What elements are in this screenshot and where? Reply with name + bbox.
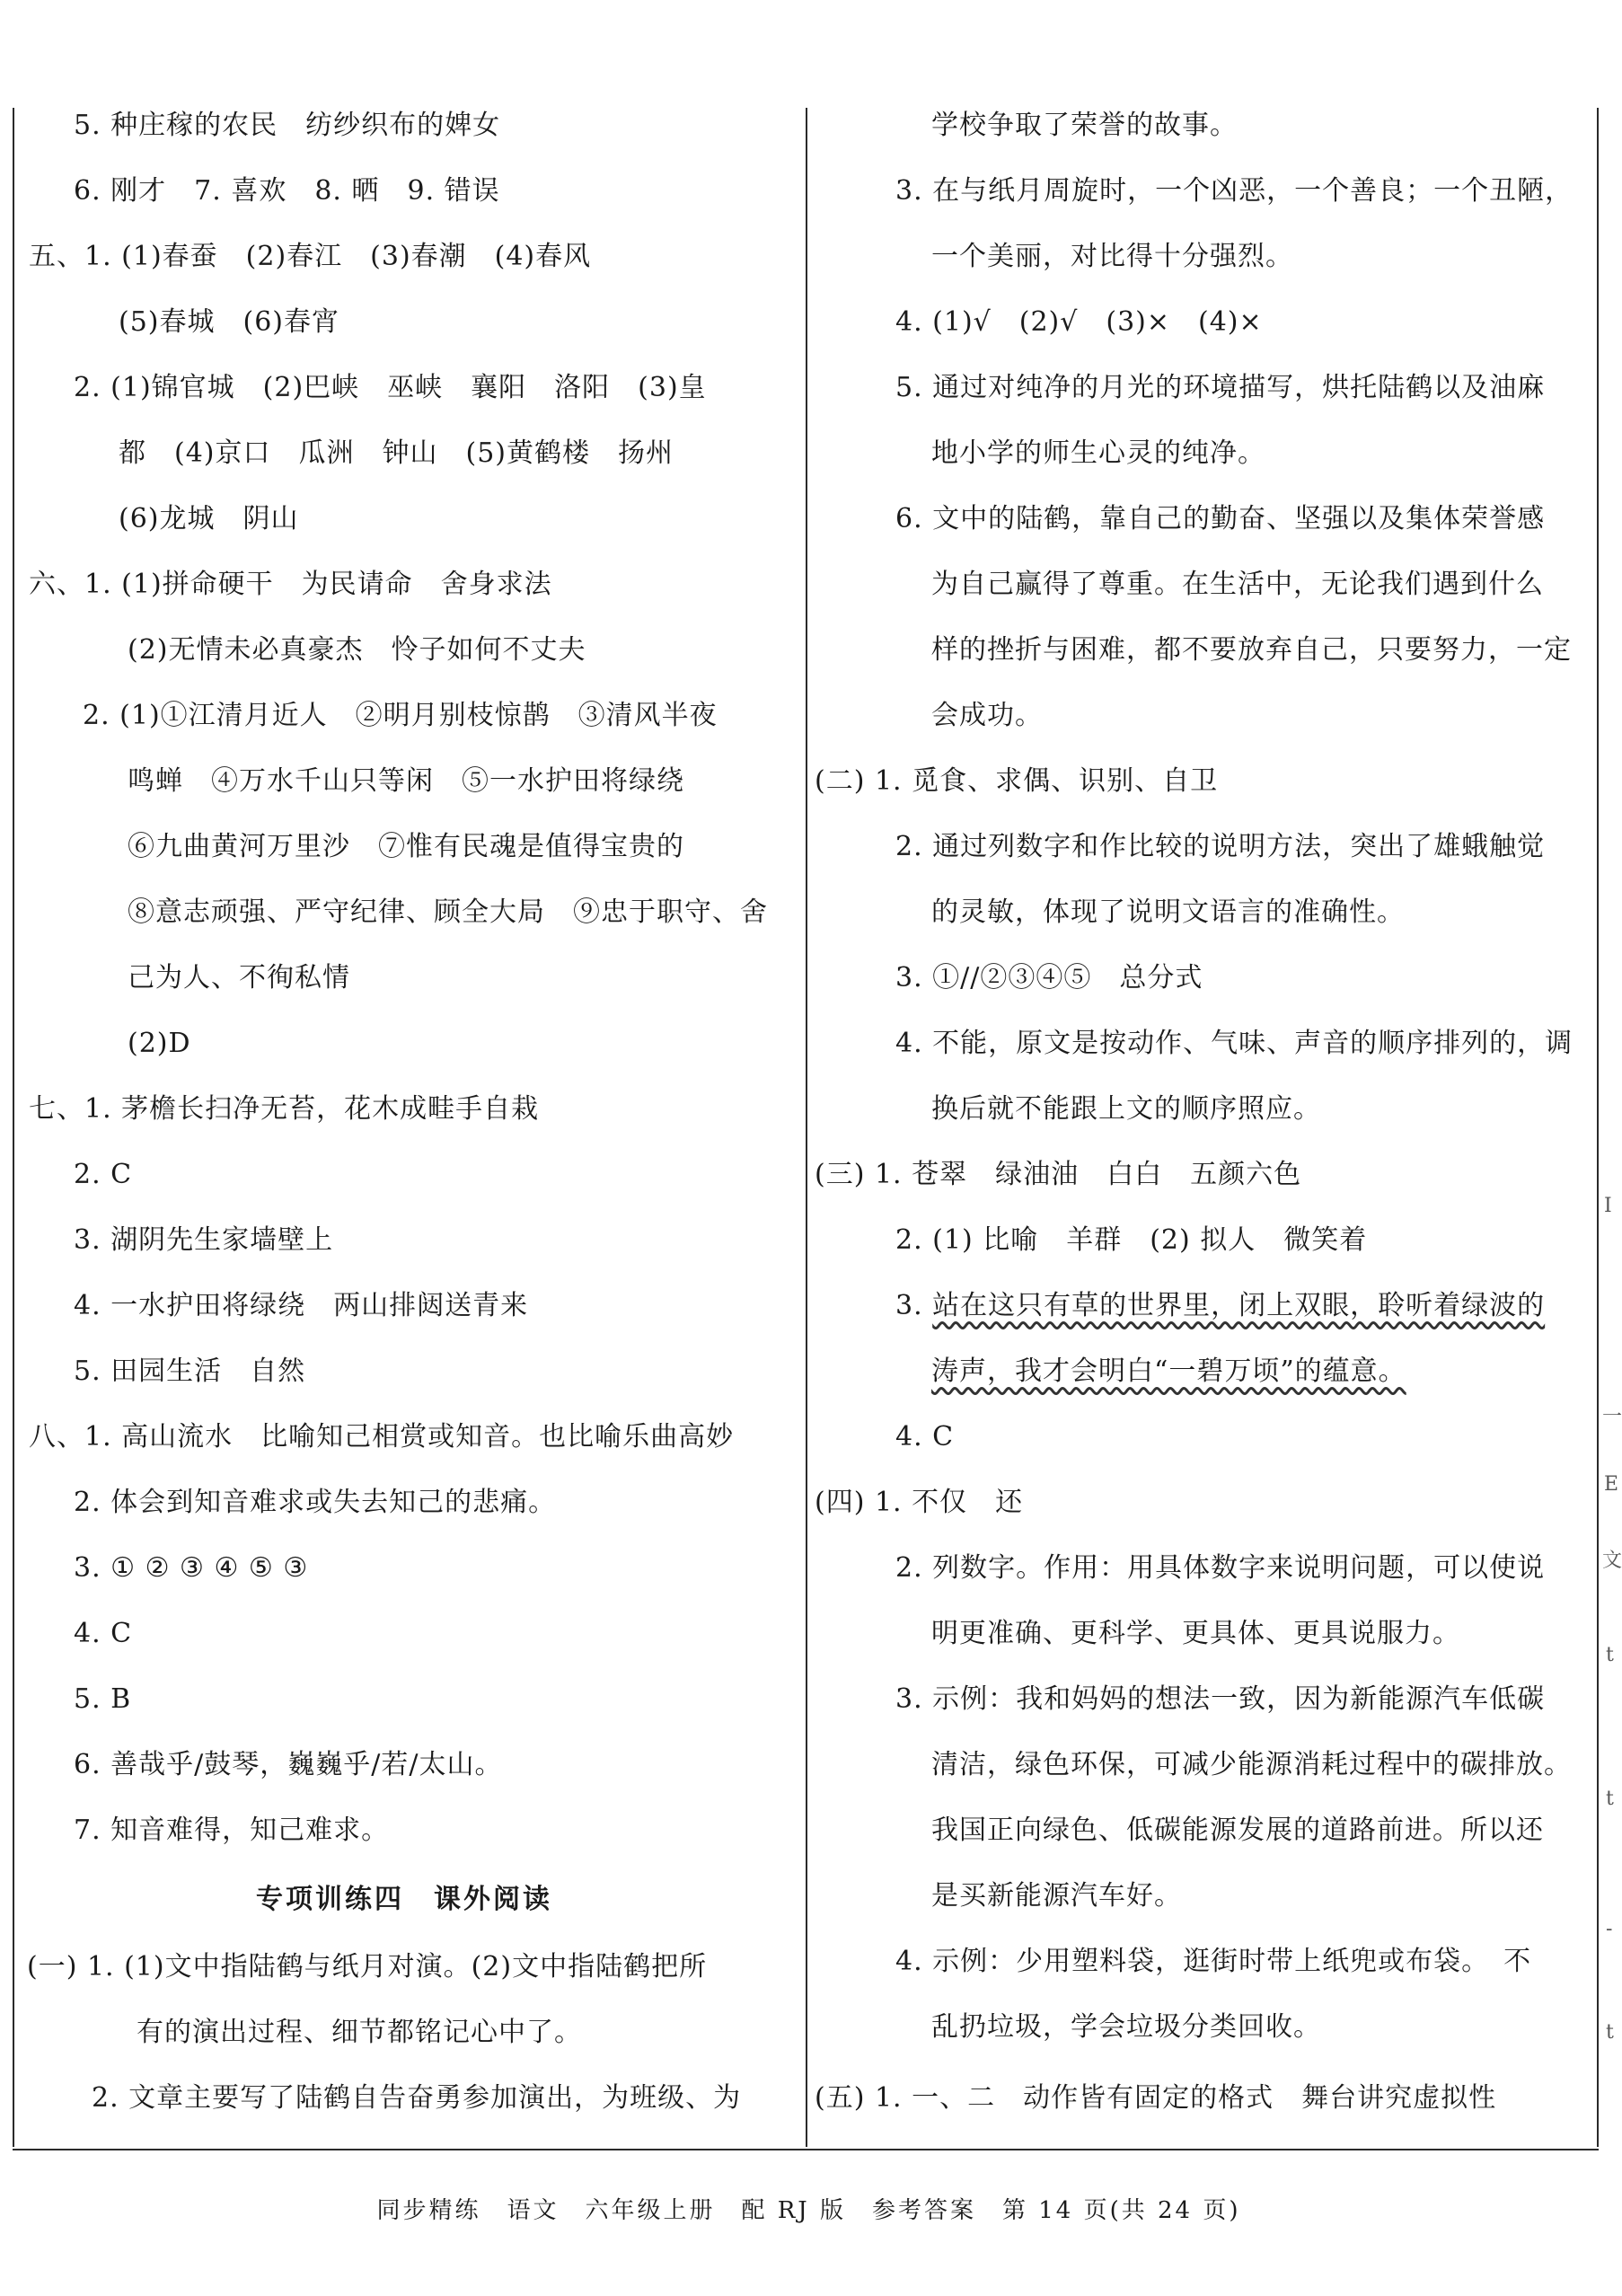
answer-line: 六、1. (1)拼命硬干 为民请命 舍身求法 xyxy=(29,569,552,600)
answer-line: 2. (1)①江清月近人 ②明月别枝惊鹊 ③清风半夜 xyxy=(83,700,718,731)
answer-line: 3. 在与纸月周旋时，一个凶恶，一个善良；一个丑陋， xyxy=(895,175,1574,207)
answer-line: 4. C xyxy=(74,1618,133,1649)
answer-line: 乱扔垃圾，学会垃圾分类回收。 xyxy=(931,2011,1321,2043)
edge-glyph: - xyxy=(1606,1918,1613,1940)
wavy-underlined-text: 站在这只有草的世界里，闭上双眼，聆听着绿波的 xyxy=(932,1290,1546,1321)
edge-glyph: I xyxy=(1604,1195,1612,1217)
answer-line: 2. C xyxy=(74,1159,133,1190)
wavy-underlined-text: 涛声，我才会明白“一碧万顷”的蕴意。 xyxy=(931,1356,1406,1387)
answer-line: 2. 列数字。作用：用具体数字来说明问题，可以使说 xyxy=(895,1552,1546,1584)
edge-glyph: 一 xyxy=(1602,1406,1622,1428)
edge-glyph: t xyxy=(1606,2021,1614,2044)
answer-line: 6. 刚才 7. 喜欢 8. 晒 9. 错误 xyxy=(74,175,500,207)
right-border-rule xyxy=(1597,108,1599,2147)
answer-line: 4. 示例：少用塑料袋，逛街时带上纸兜或布袋。 不 xyxy=(895,1946,1532,1977)
answer-line: 4. 一水护田将绿绕 两山排闼送青来 xyxy=(74,1290,529,1321)
answer-line: 鸣蝉 ④万水千山只等闲 ⑤一水护田将绿绕 xyxy=(128,765,684,797)
answer-line: 5. B xyxy=(74,1683,132,1715)
answer-line: 清洁，绿色环保，可减少能源消耗过程中的碳排放。 xyxy=(931,1749,1572,1780)
answer-line: 2. (1) 比喻 羊群 (2) 拟人 微笑着 xyxy=(895,1224,1368,1256)
answer-line: (五) 1. 一、二 动作皆有固定的格式 舞台讲究虚拟性 xyxy=(815,2082,1497,2114)
answer-line: 3. ① ② ③ ④ ⑤ ③ xyxy=(74,1552,309,1584)
answer-line: 为自己赢得了尊重。在生活中，无论我们遇到什么 xyxy=(931,569,1544,600)
section-title: 专项训练四 课外阅读 xyxy=(256,1884,552,1915)
answer-line: 5. 通过对纯净的月光的环境描写，烘托陆鹤以及油麻 xyxy=(895,372,1546,403)
answer-line: 五、1. (1)春蚕 (2)春江 (3)春潮 (4)春风 xyxy=(29,241,592,272)
answer-line: 5. 田园生活 自然 xyxy=(74,1356,306,1387)
center-divider-rule xyxy=(806,108,807,2147)
answer-line: 6. 善哉乎/鼓琴，巍巍乎/若/太山。 xyxy=(74,1749,503,1780)
answer-line: 3. 示例：我和妈妈的想法一致，因为新能源汽车低碳 xyxy=(895,1683,1546,1715)
answer-line: 的灵敏，体现了说明文语言的准确性。 xyxy=(931,896,1405,928)
answer-line: 2. 体会到知音难求或失去知己的悲痛。 xyxy=(74,1487,557,1518)
answer-line: 样的挫折与困难，都不要放弃自己，只要努力，一定 xyxy=(931,634,1572,666)
answer-line: 八、1. 高山流水 比喻知己相赏或知音。也比喻乐曲高妙 xyxy=(29,1421,735,1453)
answer-line: 一个美丽，对比得十分强烈。 xyxy=(931,241,1293,272)
answer-line: (2)无情未必真豪杰 怜子如何不丈夫 xyxy=(128,634,586,666)
edge-glyph: t xyxy=(1606,1644,1614,1666)
page-footer: 同步精练 语文 六年级上册 配 RJ 版 参考答案 第 14 页(共 24 页) xyxy=(376,2197,1241,2224)
edge-glyph: E xyxy=(1604,1473,1619,1496)
answer-line: (三) 1. 苍翠 绿油油 白白 五颜六色 xyxy=(815,1159,1302,1190)
answer-line: 会成功。 xyxy=(931,700,1043,731)
answer-line: 学校争取了荣誉的故事。 xyxy=(931,110,1238,141)
answer-line: 5. 种庄稼的农民 纺纱织布的婢女 xyxy=(74,110,501,141)
answer-line: 明更准确、更科学、更具体、更具说服力。 xyxy=(931,1618,1460,1649)
footer-separator-rule xyxy=(13,2149,1599,2150)
answer-line: 7. 知音难得，知己难求。 xyxy=(74,1815,390,1846)
answer-line: 2. 通过列数字和作比较的说明方法，突出了雄蛾触觉 xyxy=(895,831,1546,862)
left-border-rule xyxy=(13,108,14,2147)
answer-line: (一) 1. (1)文中指陆鹤与纸月对演。(2)文中指陆鹤把所 xyxy=(27,1951,708,1983)
answer-line: 3. 湖阴先生家墙壁上 xyxy=(74,1224,334,1256)
answer-line: (5)春城 (6)春宵 xyxy=(119,306,339,338)
answer-line: 3. ①//②③④⑤ 总分式 xyxy=(895,962,1203,993)
answer-line: 地小学的师生心灵的纯净。 xyxy=(931,437,1265,469)
answer-line: ⑥九曲黄河万里沙 ⑦惟有民魂是值得宝贵的 xyxy=(128,831,684,862)
answer-line: ⑧意志顽强、严守纪律、顾全大局 ⑨忠于职守、舍 xyxy=(128,896,768,928)
answer-line: 4. 不能，原文是按动作、气味、声音的顺序排列的，调 xyxy=(895,1028,1574,1059)
edge-glyph: t xyxy=(1606,1788,1614,1810)
answer-line: 都 (4)京口 瓜洲 钟山 (5)黄鹤楼 扬州 xyxy=(119,437,674,469)
edge-glyph: 文 xyxy=(1602,1550,1622,1572)
answer-line: 有的演出过程、细节都铭记心中了。 xyxy=(137,2017,582,2048)
answer-line: 2. 文章主要写了陆鹤自告奋勇参加演出，为班级、为 xyxy=(92,2082,742,2114)
answer-line: 七、1. 茅檐长扫净无苔，花木成畦手自栽 xyxy=(29,1093,540,1125)
answer-line: 我国正向绿色、低碳能源发展的道路前进。所以还 xyxy=(931,1815,1544,1846)
answer-line: 6. 文中的陆鹤，靠自己的勤奋、坚强以及集体荣誉感 xyxy=(895,503,1546,534)
answer-line: 3. 站在这只有草的世界里，闭上双眼，聆听着绿波的 xyxy=(895,1290,1546,1321)
answer-line: (2)D xyxy=(128,1028,191,1059)
answer-line: 4. C xyxy=(895,1421,955,1453)
answer-line: 2. (1)锦官城 (2)巴峡 巫峡 襄阳 洛阳 (3)皇 xyxy=(74,372,707,403)
answer-line: 己为人、不徇私情 xyxy=(128,962,350,993)
answer-line: (6)龙城 阴山 xyxy=(119,503,299,534)
answer-line: 换后就不能跟上文的顺序照应。 xyxy=(931,1093,1321,1125)
answer-line: 是买新能源汽车好。 xyxy=(931,1880,1182,1912)
answer-line: 4. (1)√ (2)√ (3)× (4)× xyxy=(895,306,1263,338)
answer-line: (四) 1. 不仅 还 xyxy=(815,1487,1024,1518)
answer-line: (二) 1. 觅食、求偶、识别、自卫 xyxy=(815,765,1219,797)
